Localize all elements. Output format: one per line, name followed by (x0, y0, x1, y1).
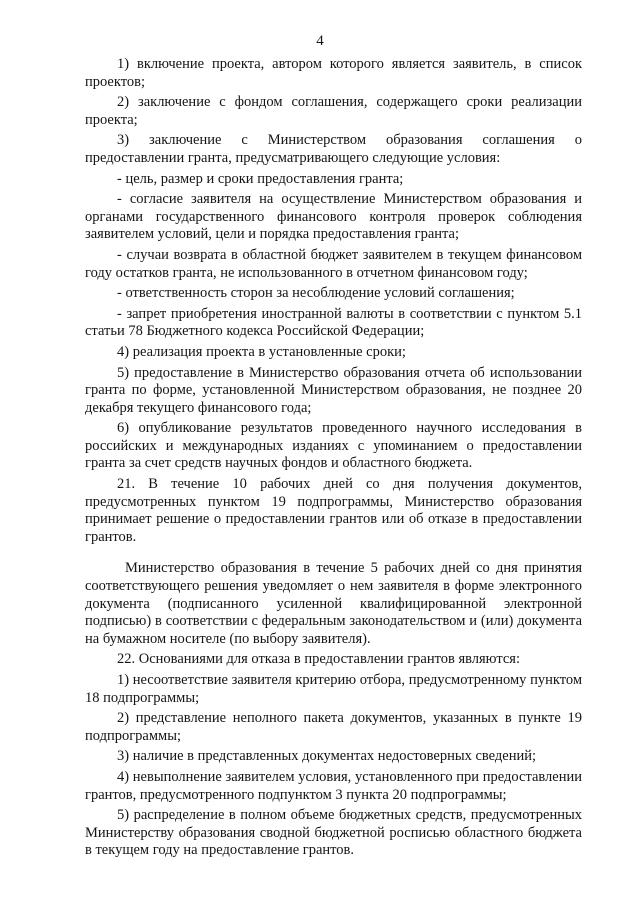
paragraph-condition-consent-checks: - согласие заявителя на осуществление Министерством образования и органами государственного финансового контроля проверок соблюдения заявителем условий, цели и порядка предоставления гранта; (85, 191, 582, 243)
paragraph-clause-22: 22. Основаниями для отказа в предоставлении грантов являются: (117, 651, 520, 668)
paragraph-refusal-3: 3) наличие в представленных документах недостоверных сведений; (117, 748, 537, 765)
paragraph-refusal-2: 2) представление неполного пакета документов, указанных в пункте 19 подпрограммы; (85, 710, 582, 744)
paragraph-condition-responsibility: - ответственность сторон за несоблюдение условий соглашения; (117, 285, 515, 302)
paragraph-item-4-implementation: 4) реализация проекта в установленные сроки; (117, 343, 406, 360)
paragraph-item-6-publication: 6) опубликование результатов проведенного научного исследования в российских и международных изданиях с упоминанием о предоставлении гранта за счет средств научных фондов и областного бюджета. (85, 420, 582, 472)
page-number: 4 (316, 33, 324, 49)
paragraph-clause-21: 21. В течение 10 рабочих дней со дня получения документов, предусмотренных пунктом 19 подпрограммы, Министерство образования принимает решение о предоставлении грантов или об отказе в предоставлении грантов. (85, 476, 582, 545)
paragraph-ministry-notification: Министерство образования в течение 5 рабочих дней со дня принятия соответствующего решения уведомляет о нем заявителя в форме электронного документа (подписанного усиленной квалифицированной электронной подписью) в соответствии с федеральным законодательством и (или) документа на бумажном носителе (по выбору заявителя). (85, 560, 582, 647)
paragraph-refusal-5: 5) распределение в полном объеме бюджетных средств, предусмотренных Министерству образования сводной бюджетной росписью областного бюджета в текущем году на предоставление грантов. (85, 807, 582, 859)
paragraph-condition-currency-ban: - запрет приобретения иностранной валюты в соответствии с пунктом 5.1 статьи 78 Бюджетного кодекса Российской Федерации; (85, 305, 582, 340)
paragraph-condition-goal-size-terms: - цель, размер и сроки предоставления гранта; (117, 170, 404, 187)
document-body (85, 56, 582, 860)
paragraph-item-3-ministry-agreement: 3) заключение с Министерством образования соглашения о предоставлении гранта, предусматривающего следующие условия: (85, 132, 582, 166)
paragraph-item-2-fund-agreement: 2) заключение с фондом соглашения, содержащего сроки реализации проекта; (85, 94, 582, 128)
paragraph-item-1-include-project: 1) включение проекта, автором которого является заявитель, в список проектов; (85, 56, 582, 90)
paragraph-refusal-4: 4) невыполнение заявителем условия, установленного при предоставлении грантов, предусмотренного подпунктом 3 пункта 20 подпрограммы; (85, 768, 582, 803)
paragraph-item-5-report: 5) предоставление в Министерство образования отчета об использовании гранта по форме, установленной Министерством образования, не позднее 20 декабря текущего финансового года; (85, 364, 582, 416)
paragraph-refusal-1: 1) несоответствие заявителя критерию отбора, предусмотренному пунктом 18 подпрограммы; (85, 672, 582, 706)
paragraph-condition-return-cases: - случаи возврата в областной бюджет заявителем в текущем финансовом году остатков гранта, не использованного в отчетном финансовом году; (85, 246, 582, 281)
